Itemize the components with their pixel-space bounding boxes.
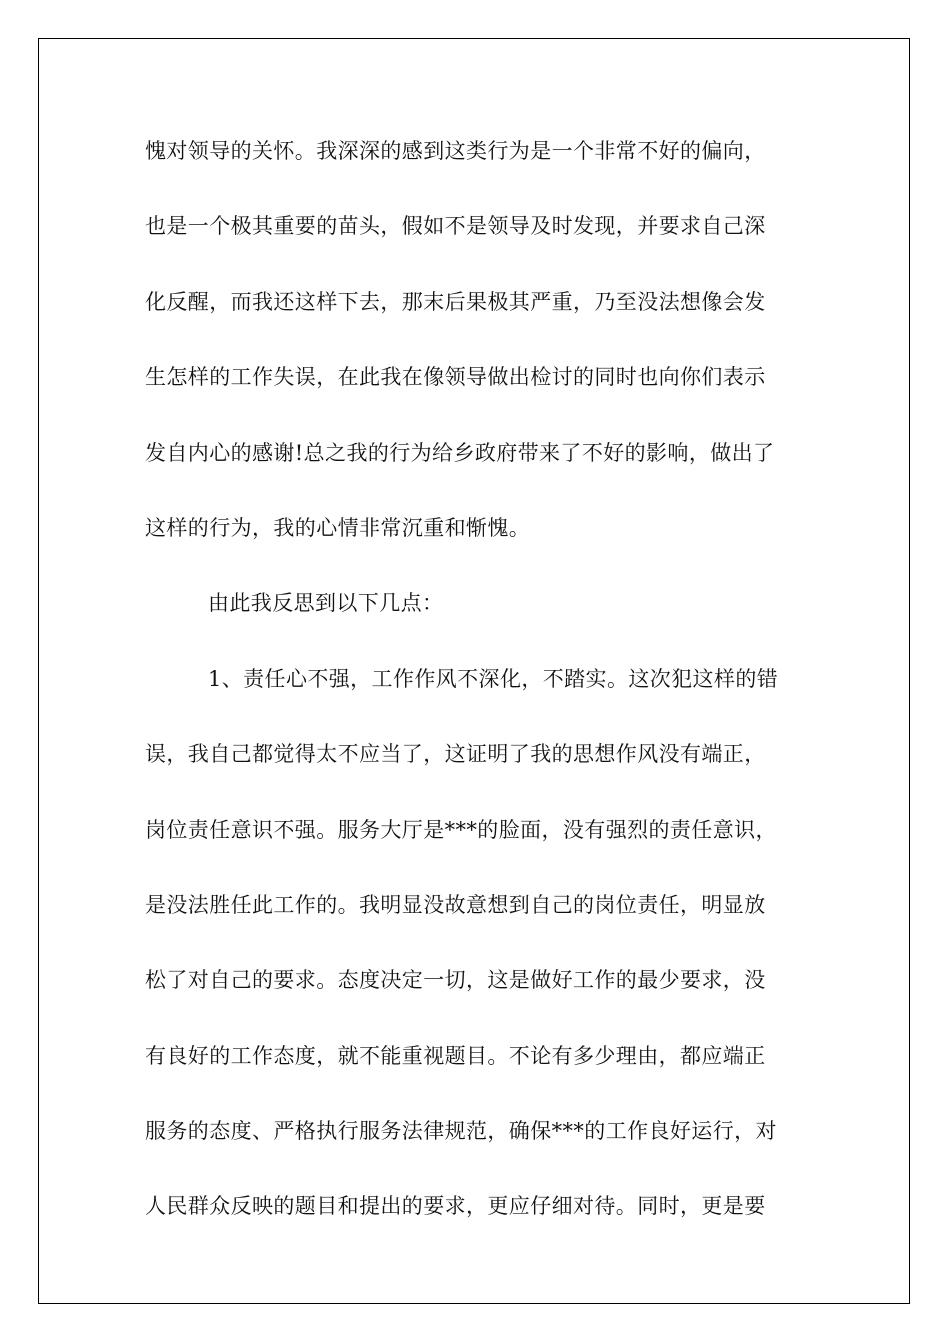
paragraph-heading: 由此我反思到以下几点：: [208, 591, 444, 616]
text-line: 误，我自己都觉得太不应当了，这证明了我的思想作风没有端正，: [145, 742, 766, 767]
text-line: 也是一个极其重要的苗头，假如不是领导及时发现，并要求自己深: [145, 214, 766, 239]
document-body: [145, 131, 805, 1262]
text-line: 人民群众反映的题目和提出的要求，更应仔细对待。同时，更是要: [145, 1194, 766, 1219]
text-line: 发自内心的感谢!总之我的行为给乡政府带来了不好的影响，做出了: [145, 440, 775, 465]
text-line: 岗位责任意识不强。服务大厅是***的脸面，没有强烈的责任意识，: [145, 817, 777, 842]
text-line: 这样的行为，我的心情非常沉重和惭愧。: [145, 515, 531, 540]
text-line: 生怎样的工作失误，在此我在像领导做出检讨的同时也向你们表示: [145, 365, 766, 390]
text-line: 1、责任心不强，工作作风不深化，不踏实。这次犯这样的错: [208, 666, 779, 691]
text-line: 服务的态度、严格执行服务法律规范，确保***的工作良好运行，对: [145, 1119, 777, 1144]
text-line: 化反醒，而我还这样下去，那末后果极其严重，乃至没法想像会发: [145, 289, 766, 314]
text-line: 愧对领导的关怀。我深深的感到这类行为是一个非常不好的偏向，: [145, 139, 766, 163]
text-line: 是没法胜任此工作的。我明显没故意想到自己的岗位责任，明显放: [145, 892, 766, 917]
text-line: 有良好的工作态度，就不能重视题目。不论有多少理由，都应端正: [145, 1043, 766, 1068]
text-line: 松了对自己的要求。态度决定一切，这是做好工作的最少要求，没: [145, 968, 766, 993]
